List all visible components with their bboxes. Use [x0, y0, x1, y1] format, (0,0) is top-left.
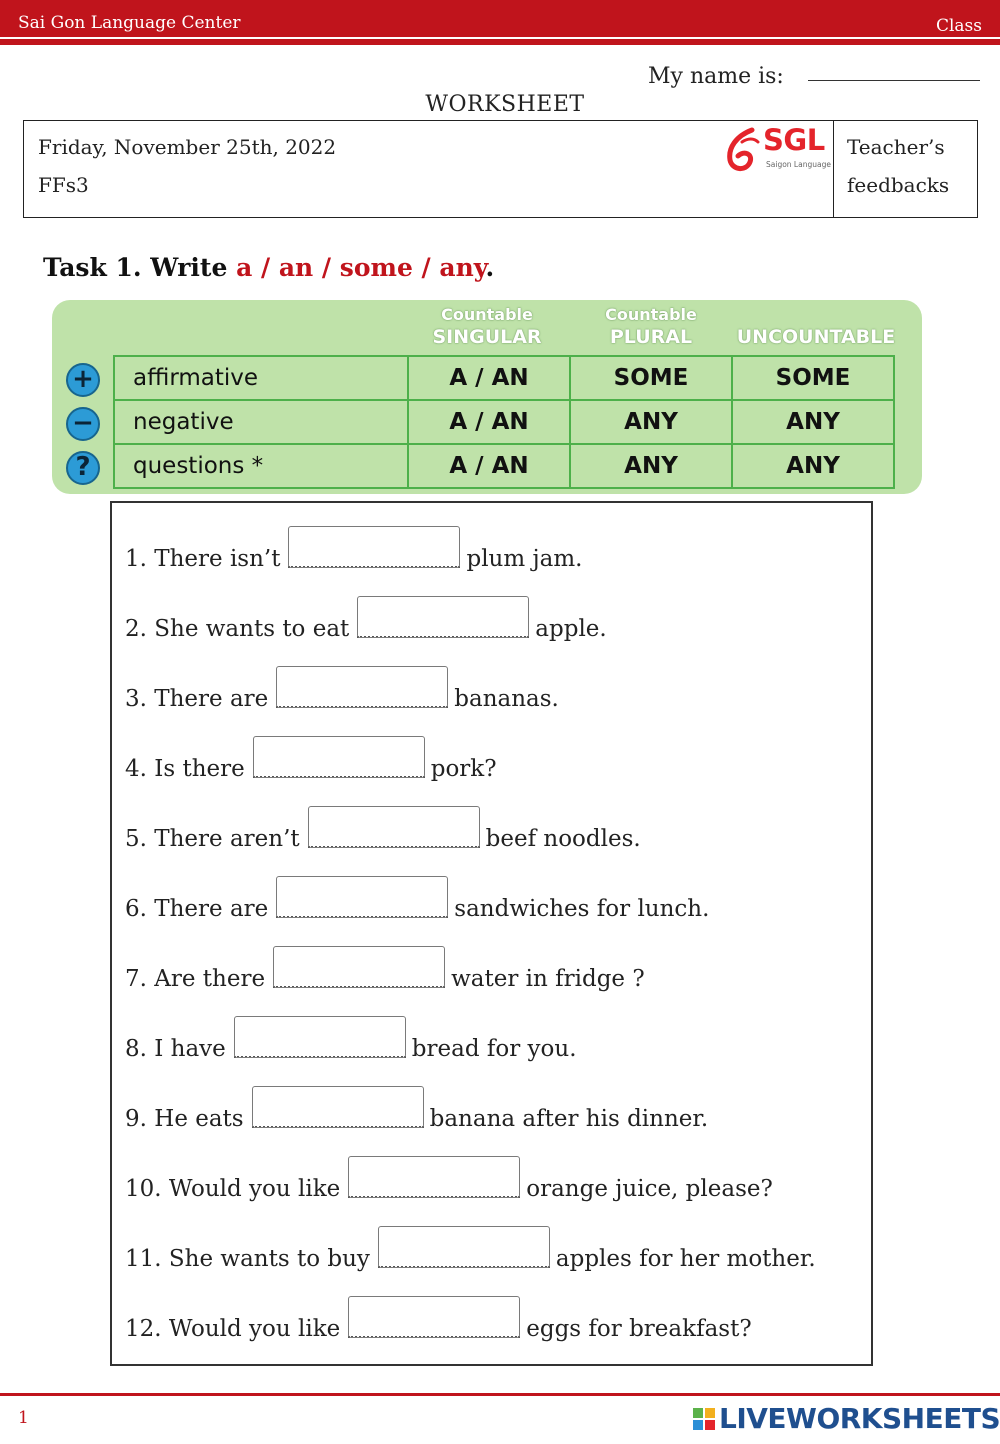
answer-input-5[interactable]	[308, 806, 480, 848]
class-code: FFs3	[38, 173, 89, 197]
table-row	[114, 400, 894, 444]
page-number: 1	[18, 1408, 29, 1428]
blank-slot	[273, 954, 445, 992]
row-label-negative: negative	[114, 400, 408, 444]
question-text-after: banana after his dinner.	[429, 1106, 709, 1132]
liveworksheets-logo-icon	[693, 1408, 715, 1430]
table-row	[114, 356, 894, 400]
top-banner-rule	[0, 39, 1000, 45]
table-cell: ANY	[732, 400, 894, 444]
table-row	[114, 444, 894, 488]
column-head-uncountable: UNCOUNTABLE	[736, 326, 896, 348]
answer-input-2[interactable]	[357, 596, 529, 638]
plus-icon: +	[66, 363, 100, 397]
blank-slot	[253, 744, 425, 782]
table-cell: A / AN	[408, 400, 570, 444]
question-text: 8. I have	[125, 1036, 226, 1062]
column-head-singular-small: Countable	[441, 305, 533, 324]
center-name: Sai Gon Language Center	[18, 13, 241, 33]
question-text-after: bananas.	[454, 686, 559, 712]
task-suffix: .	[485, 253, 495, 282]
question-2	[125, 604, 607, 644]
answer-input-9[interactable]	[252, 1086, 424, 1128]
question-text: 2. She wants to eat	[125, 616, 350, 642]
row-label-affirmative: affirmative	[114, 356, 408, 400]
question-text: 1. There isn’t	[125, 546, 281, 572]
question-8	[125, 1024, 577, 1064]
column-head-plural-small: Countable	[605, 305, 697, 324]
blank-slot	[288, 534, 460, 572]
table-cell: SOME	[732, 356, 894, 400]
question-9	[125, 1094, 708, 1134]
sgl-logo-subtitle: Saigon Language	[766, 160, 831, 169]
grammar-table	[113, 355, 895, 489]
my-name-label: My name is:	[648, 64, 784, 89]
blank-slot	[378, 1234, 550, 1272]
question-text-after: eggs for breakfast?	[526, 1316, 752, 1342]
question-text-after: pork?	[430, 756, 497, 782]
footer-rule	[0, 1393, 1000, 1396]
worksheet-title: WORKSHEET	[425, 92, 585, 117]
task-prefix: Task 1. Write	[43, 253, 237, 282]
question-text: 12. Would you like	[125, 1316, 341, 1342]
table-cell: ANY	[732, 444, 894, 488]
table-cell: A / AN	[408, 444, 570, 488]
question-text: 6. There are	[125, 896, 269, 922]
table-cell: A / AN	[408, 356, 570, 400]
answer-input-4[interactable]	[253, 736, 425, 778]
question-5	[125, 814, 641, 854]
question-11	[125, 1234, 816, 1274]
blank-slot	[234, 1024, 406, 1062]
info-box-divider	[833, 120, 834, 218]
answer-input-12[interactable]	[348, 1296, 520, 1338]
answer-input-6[interactable]	[276, 876, 448, 918]
question-4	[125, 744, 497, 784]
sgl-logo-text: SGL	[763, 123, 825, 157]
blank-slot	[348, 1304, 520, 1342]
question-text: 7. Are there	[125, 966, 266, 992]
teacher-feedback-label: Teacher’s	[847, 135, 945, 159]
worksheet-date: Friday, November 25th, 2022	[38, 135, 337, 159]
answer-input-3[interactable]	[276, 666, 448, 708]
teacher-feedback-label-2: feedbacks	[847, 173, 950, 197]
question-text: 11. She wants to buy	[125, 1246, 370, 1272]
question-text-after: bread for you.	[411, 1036, 577, 1062]
question-text: 3. There are	[125, 686, 269, 712]
liveworksheets-brand[interactable]: LIVEWORKSHEETS	[719, 1402, 1000, 1435]
column-head-singular: SINGULAR	[432, 326, 542, 348]
question-icon: ?	[66, 451, 100, 485]
table-cell: ANY	[570, 400, 732, 444]
blank-slot	[276, 884, 448, 922]
answer-input-11[interactable]	[378, 1226, 550, 1268]
question-text-after: plum jam.	[466, 546, 583, 572]
answer-input-7[interactable]	[273, 946, 445, 988]
answer-input-8[interactable]	[234, 1016, 406, 1058]
table-cell: ANY	[570, 444, 732, 488]
my-name-line	[808, 80, 980, 81]
question-text-after: water in fridge ?	[451, 966, 645, 992]
question-text-after: beef noodles.	[485, 826, 641, 852]
row-label-questions: questions *	[114, 444, 408, 488]
question-10	[125, 1164, 773, 1204]
question-text-after: apples for her mother.	[555, 1246, 816, 1272]
class-label: Class	[935, 16, 982, 36]
question-1	[125, 534, 582, 574]
question-text: 5. There aren’t	[125, 826, 300, 852]
blank-slot	[276, 674, 448, 712]
question-12	[125, 1304, 752, 1344]
question-3	[125, 674, 559, 714]
blank-slot	[252, 1094, 424, 1132]
question-text: 9. He eats	[125, 1106, 244, 1132]
blank-slot	[348, 1164, 520, 1202]
column-head-plural: PLURAL	[609, 326, 693, 348]
question-text-after: apple.	[535, 616, 607, 642]
answer-input-10[interactable]	[348, 1156, 520, 1198]
question-text: 10. Would you like	[125, 1176, 341, 1202]
task-highlight: a / an / some / any	[236, 253, 486, 282]
question-6	[125, 884, 709, 924]
question-7	[125, 954, 645, 994]
minus-icon: −	[66, 407, 100, 441]
sgl-logo-icon	[722, 126, 762, 174]
table-cell: SOME	[570, 356, 732, 400]
question-text-after: orange juice, please?	[526, 1176, 773, 1202]
question-text-after: sandwiches for lunch.	[454, 896, 710, 922]
blank-slot	[308, 814, 480, 852]
blank-slot	[357, 604, 529, 642]
answer-input-1[interactable]	[288, 526, 460, 568]
question-text: 4. Is there	[125, 756, 245, 782]
task-title	[43, 253, 494, 282]
